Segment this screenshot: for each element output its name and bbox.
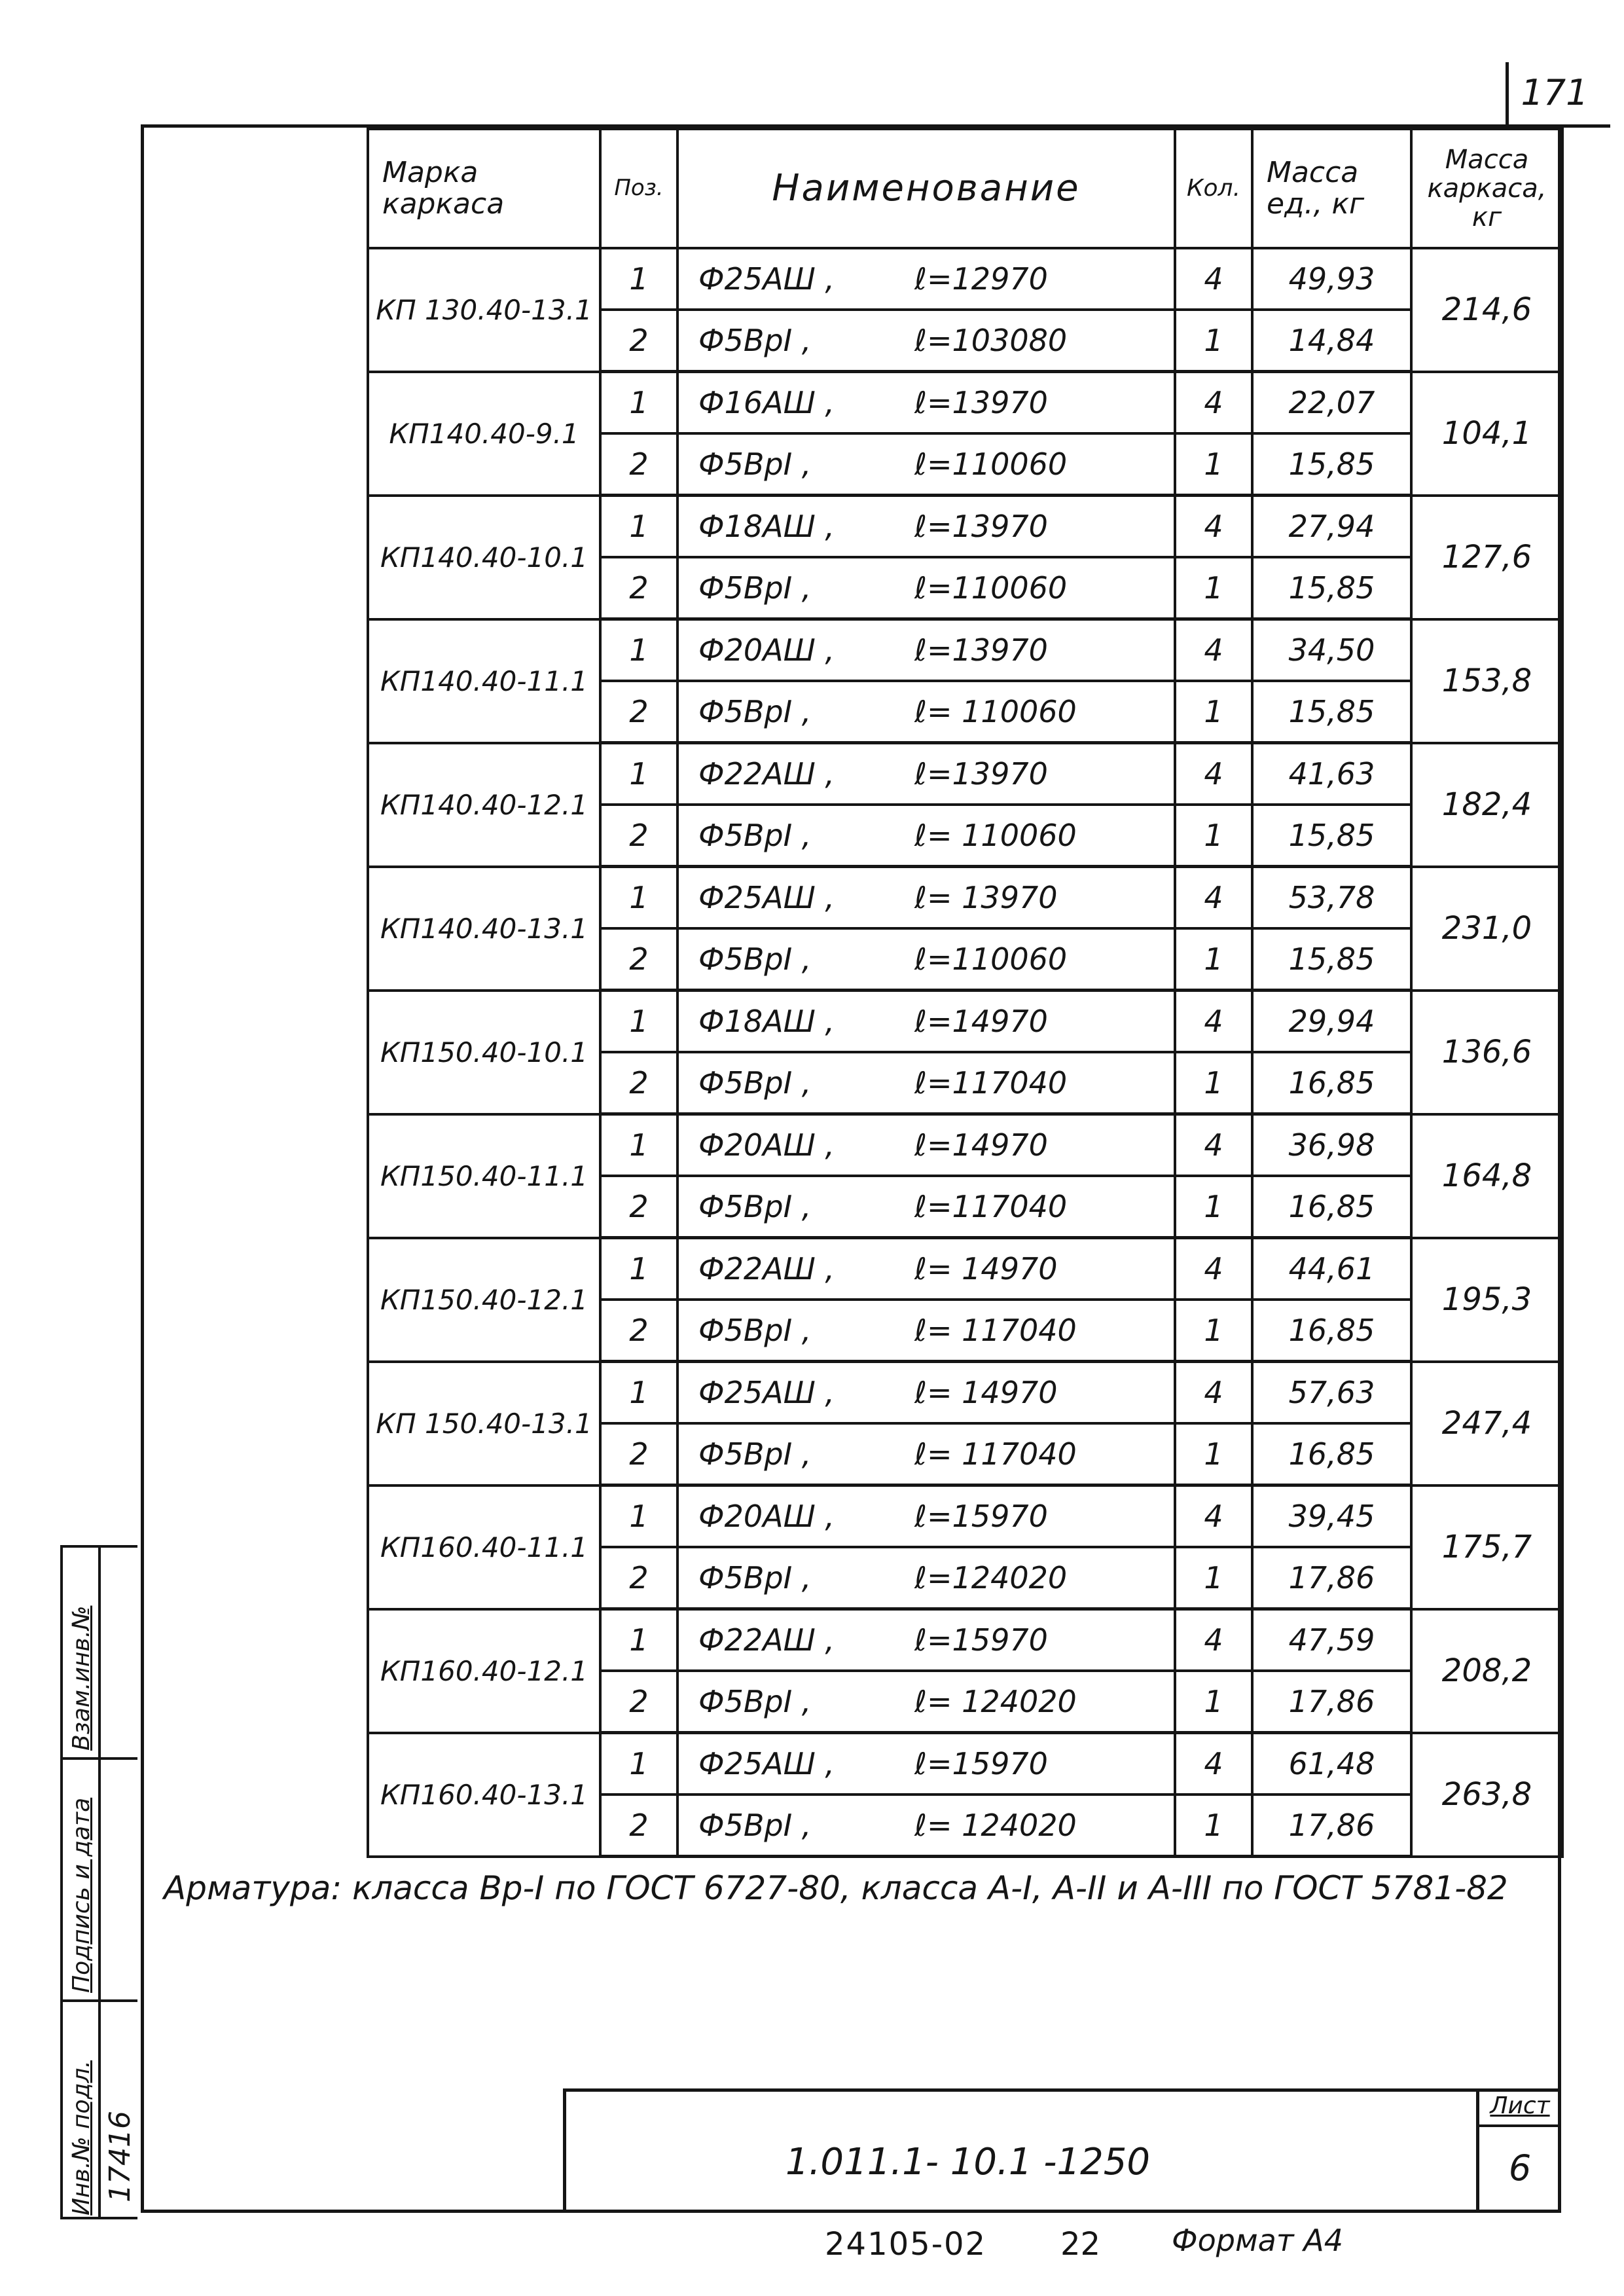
cell-pos: 1 <box>600 991 677 1053</box>
cell-pos: 1 <box>600 867 677 929</box>
cell-qty: 1 <box>1175 1300 1252 1362</box>
cell-unit-mass: 15,85 <box>1252 928 1411 991</box>
binding-strip <box>60 1545 137 2219</box>
table-body <box>368 248 1562 1857</box>
specification-table <box>367 128 1564 1858</box>
bar-length: ℓ= 13970 <box>914 880 1058 915</box>
cell-name <box>677 1362 1175 1424</box>
cell-unit-mass: 36,98 <box>1252 1114 1411 1176</box>
bar-diameter: Ф5ВрI , <box>698 323 812 358</box>
cell-name <box>677 619 1175 682</box>
cell-qty: 1 <box>1175 1423 1252 1485</box>
cell-unit-mass: 34,50 <box>1252 619 1411 682</box>
bar-length: ℓ= 117040 <box>914 1436 1077 1472</box>
cell-unit-mass: 41,63 <box>1252 743 1411 805</box>
bar-diameter: Ф25АШ , <box>698 1746 835 1781</box>
cell-qty: 4 <box>1175 991 1252 1053</box>
cell-name <box>677 1176 1175 1238</box>
cell-unit-mass: 16,85 <box>1252 1052 1411 1114</box>
table-row <box>368 1114 1562 1176</box>
bar-length: ℓ= 110060 <box>914 818 1077 853</box>
sheet-number: 6 <box>1508 2147 1532 2189</box>
cell-frame-mass: 182,4 <box>1411 743 1562 867</box>
cell-frame-mark: КП140.40-9.1 <box>368 372 600 496</box>
bar-diameter: Ф20АШ , <box>698 1499 835 1534</box>
inv-value: 17416 <box>103 2111 137 2202</box>
bar-diameter: Ф5ВрI , <box>698 570 812 606</box>
cell-unit-mass: 47,59 <box>1252 1609 1411 1671</box>
bar-diameter: Ф5ВрI , <box>698 818 812 853</box>
bar-length: ℓ=124020 <box>914 1560 1068 1595</box>
cell-qty: 4 <box>1175 496 1252 558</box>
cell-frame-mark: КП 150.40-13.1 <box>368 1362 600 1485</box>
cell-frame-mass: 104,1 <box>1411 372 1562 496</box>
cell-qty: 1 <box>1175 1547 1252 1609</box>
cell-name <box>677 433 1175 496</box>
cell-qty: 1 <box>1175 928 1252 991</box>
cell-unit-mass: 22,07 <box>1252 372 1411 434</box>
cell-unit-mass: 17,86 <box>1252 1671 1411 1733</box>
sheet-count: 22 <box>1060 2226 1101 2263</box>
bar-diameter: Ф22АШ , <box>698 756 835 792</box>
table-row <box>368 1238 1562 1300</box>
table-row <box>368 496 1562 558</box>
cell-frame-mark: КП150.40-12.1 <box>368 1238 600 1362</box>
cell-name <box>677 1052 1175 1114</box>
cell-name <box>677 1547 1175 1609</box>
cell-name <box>677 743 1175 805</box>
cell-qty: 1 <box>1175 1176 1252 1238</box>
table-row <box>368 991 1562 1053</box>
cell-pos: 2 <box>600 1423 677 1485</box>
cell-pos: 1 <box>600 1485 677 1548</box>
table-row <box>368 1733 1562 1795</box>
bar-diameter: Ф18АШ , <box>698 1004 835 1039</box>
cell-qty: 4 <box>1175 1114 1252 1176</box>
cell-name <box>677 372 1175 434</box>
cell-qty: 1 <box>1175 805 1252 867</box>
cell-pos: 1 <box>600 1733 677 1795</box>
sheet-label: Лист <box>1490 2092 1550 2119</box>
cell-pos: 2 <box>600 1300 677 1362</box>
bar-length: ℓ=14970 <box>914 1004 1048 1039</box>
bar-diameter: Ф16АШ , <box>698 385 835 420</box>
cell-name <box>677 557 1175 619</box>
bar-length: ℓ=13970 <box>914 509 1048 544</box>
bar-diameter: Ф5ВрI , <box>698 1065 812 1101</box>
bar-length: ℓ=13970 <box>914 632 1048 668</box>
cell-name <box>677 805 1175 867</box>
cell-frame-mark: КП150.40-11.1 <box>368 1114 600 1238</box>
cell-pos: 2 <box>600 928 677 991</box>
bar-length: ℓ=13970 <box>914 756 1048 792</box>
table-row <box>368 1485 1562 1548</box>
cell-qty: 4 <box>1175 1362 1252 1424</box>
table-row <box>368 619 1562 682</box>
document-code: 1.011.1- 10.1 -1250 <box>785 2141 1150 2183</box>
bar-length: ℓ=110060 <box>914 570 1068 606</box>
bar-diameter: Ф5ВрI , <box>698 1189 812 1224</box>
cell-qty: 1 <box>1175 557 1252 619</box>
bar-diameter: Ф20АШ , <box>698 1127 835 1163</box>
cell-unit-mass: 15,85 <box>1252 805 1411 867</box>
bar-diameter: Ф25АШ , <box>698 1375 835 1410</box>
cell-pos: 1 <box>600 1238 677 1300</box>
sign-label: Подпись и дата <box>68 1797 95 1993</box>
cell-frame-mass: 231,0 <box>1411 867 1562 991</box>
paper-format: Формат А4 <box>1172 2223 1343 2258</box>
cell-unit-mass: 16,85 <box>1252 1300 1411 1362</box>
header-frame-mass: Масса каркаса, кг <box>1411 129 1562 248</box>
table-row <box>368 248 1562 310</box>
cell-qty: 4 <box>1175 248 1252 310</box>
cell-pos: 2 <box>600 433 677 496</box>
cell-pos: 1 <box>600 248 677 310</box>
table-header-row <box>368 129 1562 248</box>
cell-qty: 4 <box>1175 372 1252 434</box>
bar-diameter: Ф5ВрI , <box>698 1684 812 1719</box>
cell-name <box>677 928 1175 991</box>
cell-name <box>677 1795 1175 1857</box>
cell-qty: 4 <box>1175 1485 1252 1548</box>
cell-name <box>677 1114 1175 1176</box>
cell-unit-mass: 14,84 <box>1252 310 1411 372</box>
cell-name <box>677 1300 1175 1362</box>
bar-diameter: Ф22АШ , <box>698 1251 835 1286</box>
bar-diameter: Ф18АШ , <box>698 509 835 544</box>
cell-pos: 2 <box>600 1052 677 1114</box>
bar-diameter: Ф5ВрI , <box>698 1808 812 1843</box>
replace-label: Взам.инв.№ <box>68 1605 95 1751</box>
cell-qty: 1 <box>1175 1671 1252 1733</box>
cell-frame-mass: 127,6 <box>1411 496 1562 619</box>
bar-diameter: Ф22АШ , <box>698 1622 835 1658</box>
page-number-tick <box>1506 62 1509 128</box>
cell-frame-mark: КП140.40-12.1 <box>368 743 600 867</box>
bar-length: ℓ=117040 <box>914 1065 1068 1101</box>
bar-length: ℓ= 14970 <box>914 1251 1058 1286</box>
table-row <box>368 372 1562 434</box>
cell-name <box>677 991 1175 1053</box>
bar-length: ℓ=110060 <box>914 446 1068 482</box>
cell-frame-mass: 164,8 <box>1411 1114 1562 1238</box>
cell-unit-mass: 49,93 <box>1252 248 1411 310</box>
cell-frame-mark: КП160.40-11.1 <box>368 1485 600 1609</box>
bar-length: ℓ= 124020 <box>914 1684 1077 1719</box>
cell-frame-mark: КП160.40-13.1 <box>368 1733 600 1857</box>
cell-name <box>677 867 1175 929</box>
cell-qty: 1 <box>1175 310 1252 372</box>
reinforcement-note: Арматура: класса Вр-I по ГОСТ 6727-80, класса А-I, А-II и А-III по ГОСТ 5781-82 <box>164 1869 1508 1907</box>
cell-name <box>677 1485 1175 1548</box>
cell-frame-mass: 175,7 <box>1411 1485 1562 1609</box>
cell-pos: 2 <box>600 681 677 743</box>
bar-length: ℓ=14970 <box>914 1127 1048 1163</box>
cell-pos: 1 <box>600 1114 677 1176</box>
cell-qty: 1 <box>1175 1795 1252 1857</box>
cell-frame-mass: 263,8 <box>1411 1733 1562 1857</box>
cell-unit-mass: 16,85 <box>1252 1423 1411 1485</box>
bar-length: ℓ=13970 <box>914 385 1048 420</box>
cell-pos: 1 <box>600 372 677 434</box>
cell-pos: 2 <box>600 1547 677 1609</box>
table-row <box>368 867 1562 929</box>
bar-diameter: Ф5ВрI , <box>698 1436 812 1472</box>
cell-frame-mass: 247,4 <box>1411 1362 1562 1485</box>
cell-frame-mark: КП140.40-11.1 <box>368 619 600 743</box>
cell-pos: 2 <box>600 805 677 867</box>
bar-length: ℓ=15970 <box>914 1746 1048 1781</box>
bar-length: ℓ= 124020 <box>914 1808 1077 1843</box>
cell-name <box>677 248 1175 310</box>
cell-name <box>677 310 1175 372</box>
bar-length: ℓ=117040 <box>914 1189 1068 1224</box>
cell-frame-mark: КП140.40-13.1 <box>368 867 600 991</box>
cell-unit-mass: 15,85 <box>1252 433 1411 496</box>
cell-name <box>677 1733 1175 1795</box>
bar-diameter: Ф5ВрI , <box>698 694 812 729</box>
page-number: 171 <box>1521 72 1589 113</box>
bar-length: ℓ= 117040 <box>914 1313 1077 1348</box>
cell-qty: 4 <box>1175 743 1252 805</box>
inv-label: Инв.№ подл. <box>68 2060 95 2215</box>
bar-diameter: Ф25АШ , <box>698 261 835 297</box>
cell-name <box>677 1671 1175 1733</box>
cell-pos: 1 <box>600 1609 677 1671</box>
bar-diameter: Ф5ВрI , <box>698 1560 812 1595</box>
cell-unit-mass: 15,85 <box>1252 557 1411 619</box>
bar-length: ℓ=15970 <box>914 1499 1048 1534</box>
binding-strip-divider <box>63 1757 137 1760</box>
cell-pos: 2 <box>600 1795 677 1857</box>
bar-length: ℓ= 110060 <box>914 694 1077 729</box>
cell-frame-mark: КП 130.40-13.1 <box>368 248 600 372</box>
bar-length: ℓ=15970 <box>914 1622 1048 1658</box>
bar-length: ℓ= 14970 <box>914 1375 1058 1410</box>
cell-name <box>677 1423 1175 1485</box>
cell-frame-mass: 153,8 <box>1411 619 1562 743</box>
inventory-code: 24105-02 <box>825 2226 987 2263</box>
cell-frame-mark: КП160.40-12.1 <box>368 1609 600 1733</box>
cell-unit-mass: 27,94 <box>1252 496 1411 558</box>
cell-pos: 1 <box>600 743 677 805</box>
cell-name <box>677 496 1175 558</box>
cell-pos: 2 <box>600 310 677 372</box>
cell-unit-mass: 16,85 <box>1252 1176 1411 1238</box>
cell-qty: 4 <box>1175 1238 1252 1300</box>
cell-name <box>677 681 1175 743</box>
bar-diameter: Ф5ВрI , <box>698 1313 812 1348</box>
cell-qty: 4 <box>1175 1609 1252 1671</box>
cell-qty: 1 <box>1175 433 1252 496</box>
cell-unit-mass: 61,48 <box>1252 1733 1411 1795</box>
header-pos: Поз. <box>600 129 677 248</box>
cell-pos: 2 <box>600 1176 677 1238</box>
header-unit-mass: Масса ед., кг <box>1252 129 1411 248</box>
cell-qty: 4 <box>1175 867 1252 929</box>
cell-frame-mass: 214,6 <box>1411 248 1562 372</box>
cell-name <box>677 1609 1175 1671</box>
cell-unit-mass: 39,45 <box>1252 1485 1411 1548</box>
bar-length: ℓ=110060 <box>914 941 1068 977</box>
table-row <box>368 743 1562 805</box>
cell-pos: 1 <box>600 496 677 558</box>
cell-frame-mark: КП150.40-10.1 <box>368 991 600 1114</box>
cell-qty: 1 <box>1175 1052 1252 1114</box>
sheet-cell-divider <box>1476 2124 1561 2127</box>
cell-unit-mass: 29,94 <box>1252 991 1411 1053</box>
cell-unit-mass: 17,86 <box>1252 1795 1411 1857</box>
cell-frame-mark: КП140.40-10.1 <box>368 496 600 619</box>
cell-qty: 1 <box>1175 681 1252 743</box>
bar-length: ℓ=103080 <box>914 323 1068 358</box>
cell-unit-mass: 17,86 <box>1252 1547 1411 1609</box>
header-name: Наименование <box>677 129 1175 248</box>
cell-unit-mass: 15,85 <box>1252 681 1411 743</box>
cell-pos: 1 <box>600 619 677 682</box>
cell-pos: 1 <box>600 1362 677 1424</box>
cell-pos: 2 <box>600 557 677 619</box>
header-qty: Кол. <box>1175 129 1252 248</box>
cell-name <box>677 1238 1175 1300</box>
cell-frame-mass: 136,6 <box>1411 991 1562 1114</box>
bar-diameter: Ф20АШ , <box>698 632 835 668</box>
cell-unit-mass: 44,61 <box>1252 1238 1411 1300</box>
bar-diameter: Ф5ВрI , <box>698 941 812 977</box>
header-mark: Марка каркаса <box>368 129 600 248</box>
cell-unit-mass: 57,63 <box>1252 1362 1411 1424</box>
table-row <box>368 1362 1562 1424</box>
cell-frame-mass: 195,3 <box>1411 1238 1562 1362</box>
cell-unit-mass: 53,78 <box>1252 867 1411 929</box>
binding-strip-divider <box>63 1999 137 2002</box>
cell-frame-mass: 208,2 <box>1411 1609 1562 1733</box>
cell-qty: 4 <box>1175 1733 1252 1795</box>
bar-diameter: Ф5ВрI , <box>698 446 812 482</box>
bar-length: ℓ=12970 <box>914 261 1048 297</box>
bar-diameter: Ф25АШ , <box>698 880 835 915</box>
table-row <box>368 1609 1562 1671</box>
cell-qty: 4 <box>1175 619 1252 682</box>
cell-pos: 2 <box>600 1671 677 1733</box>
